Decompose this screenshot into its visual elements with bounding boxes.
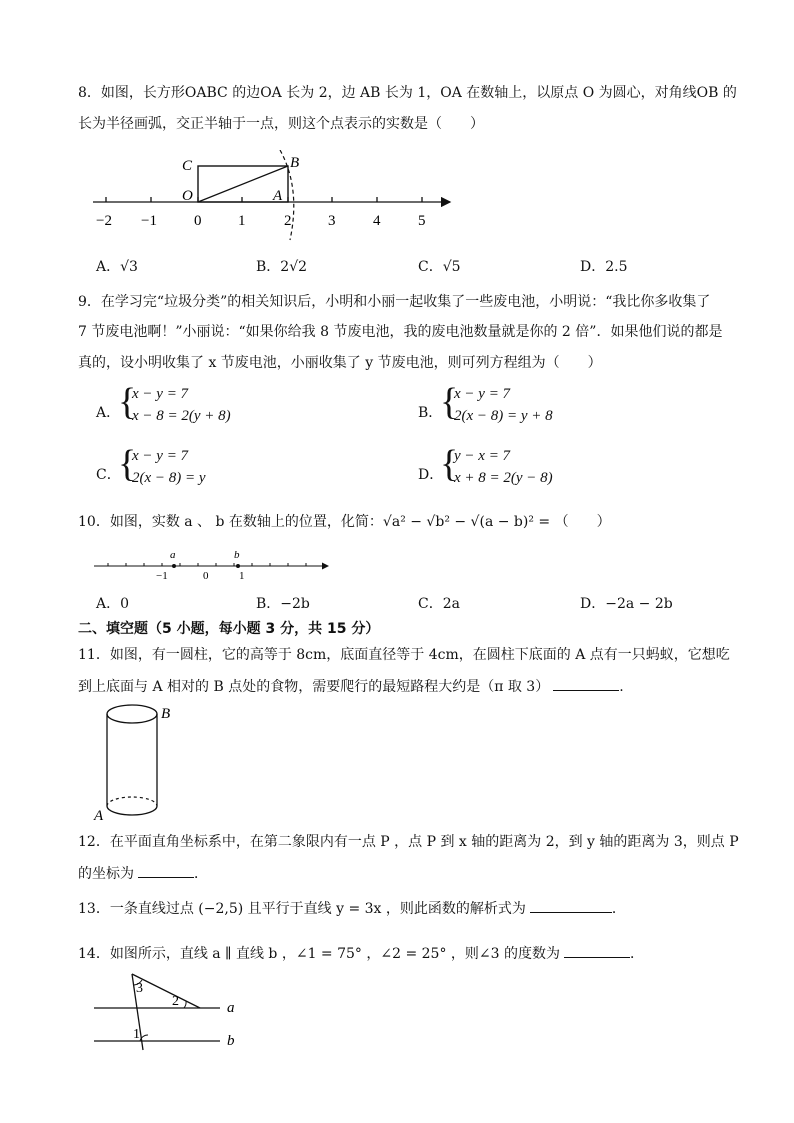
brace-icon: { [440,381,459,423]
tick-label: −1 [156,570,168,582]
q9-line3: 真的，设小明收集了 x 节废电池，小丽收集了 y 节废电池，则可列方程组为（ ） [78,355,602,371]
q14-line: 14．如图所示，直线 a ∥ 直线 b ，∠1 = 75° ，∠2 = 25° ，则∠3 的度数为 ． [78,943,644,964]
tick-label: 1 [238,213,246,229]
tick-label: 5 [418,213,426,229]
q9-line2: 7 节废电池啊！”小丽说：“如果你给我 8 节废电池，我的废电池数量就是你的 2 倍”．如果他们说的都是 [78,324,723,340]
q8-line2: 长为半径画弧，交正半轴于一点，则这个点表示的实数是（ ） [78,116,484,132]
angle-2-label: 2 [172,994,179,1009]
tick-label: 3 [328,213,336,229]
q11-line2: 到上底面与 A 相对的 B 点处的食物，需要爬行的最短路程大约是（π 取 3） . [78,676,624,697]
line-b-label: b [227,1033,235,1049]
label-a: a [170,549,176,561]
point-b [236,564,240,568]
q9-option-c-label: C． [96,467,121,483]
label-B: B [161,706,171,722]
label-O: O [182,188,193,204]
q8-option-d: D．2.5 [580,259,628,275]
answer-blank[interactable] [564,943,630,958]
q12-line1: 12．在平面直角坐标系中，在第二象限内有一点 P ，点 P 到 x 轴的距离为 2，到 y 轴的距离为 3，则点 P [78,834,739,850]
q9-option-b-label: B． [418,405,443,421]
tick-label: 0 [203,570,209,582]
q10-option-a: A．0 [96,596,130,612]
label-A: A [94,808,104,824]
tick-label: 1 [239,570,245,582]
q12-line2: 的坐标为 ． [78,863,208,884]
label-B: B [290,155,300,171]
q10-option-c: C．2a [418,596,460,612]
q13-line: 13．一条直线过点 (−2,5) 且平行于直线 y = 3x ，则此函数的解析式为 ． [78,898,626,919]
q8-option-b: B．2√2 [256,259,308,275]
angle-1-label: 1 [133,1027,140,1042]
q11-line1: 11．如图，有一圆柱，它的高等于 8cm，底面直径等于 4cm，在圆柱下底面的 A 点有一只蚂蚁，它想吃 [78,647,730,663]
q9-option-a-label: A． [96,405,121,421]
q10-option-d: D．−2a − 2b [580,596,673,612]
tick-label: −2 [96,213,112,229]
line-a-label: a [227,1000,235,1016]
q8-option-c: C．√5 [418,259,461,275]
q10-number-line-figure [90,546,340,582]
q10-text: 10．如图，实数 a 、 b 在数轴上的位置，化简：√a² − √b² − √(a − b)² = （ ） [78,514,611,530]
tick-label: 4 [373,213,381,229]
tick-label: −1 [141,213,157,229]
brace-icon: { [118,381,137,423]
q8-number-line-figure [85,150,465,245]
label-b: b [234,549,240,561]
tick-label: 0 [194,213,202,229]
brace-icon: { [440,443,459,485]
answer-blank[interactable] [138,863,194,878]
q14-parallel-lines-figure [92,968,252,1054]
q11-cylinder-figure [92,700,182,825]
tick-label: 2 [284,213,292,229]
q9-option-d-label: D． [418,467,444,483]
label-A: A [273,188,283,204]
answer-blank[interactable] [530,898,612,913]
brace-icon: { [118,443,137,485]
point-a [172,564,176,568]
angle-3-label: 3 [136,981,143,996]
q10-option-b: B．−2b [256,596,310,612]
label-C: C [182,158,193,174]
q8-option-a: A．√3 [96,259,138,275]
q8-line1: 8．如图，长方形OABC 的边OA 长为 2，边 AB 长为 1，OA 在数轴上，以原点 O 为圆心，对角线OB 的 [78,85,737,101]
q9-line1: 9．在学习完“垃圾分类”的相关知识后，小明和小丽一起收集了一些废电池，小明说：“我比你多收集了 [78,294,711,310]
section-heading: 二、填空题（5 小题，每小题 3 分，共 15 分） [78,621,380,637]
answer-blank[interactable] [553,676,619,691]
